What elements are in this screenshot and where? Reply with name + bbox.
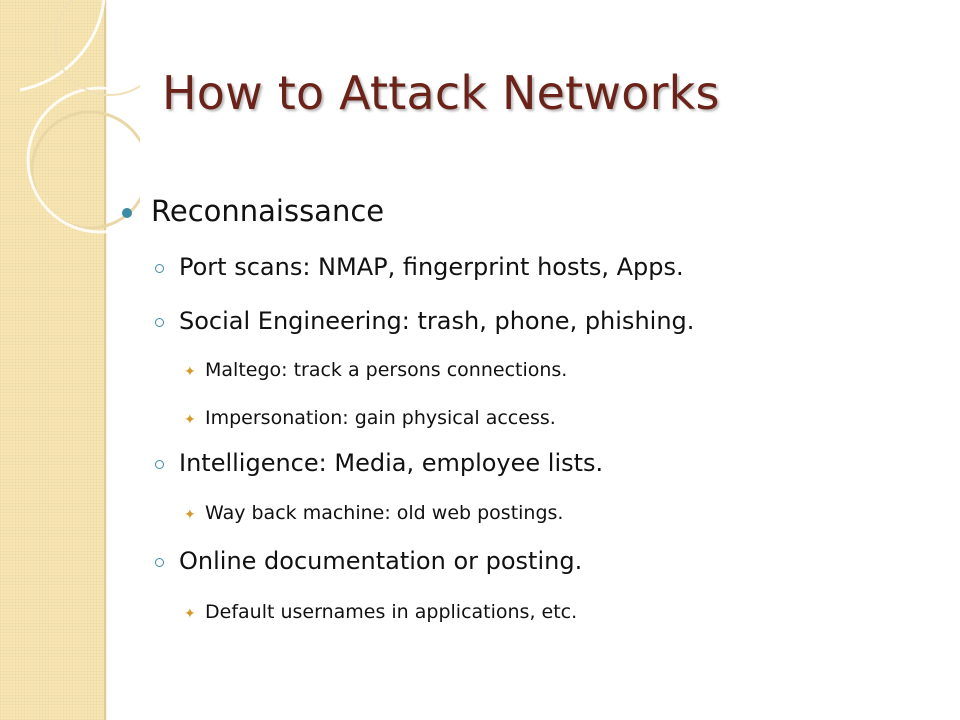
bullet-dot-icon: [122, 208, 132, 218]
bullet-item: Port scans: NMAP, fingerprint hosts, Apps.: [179, 253, 684, 281]
bullet-ring-icon: [155, 558, 164, 567]
bullet-ring-icon: [155, 460, 164, 469]
bullet-ring-icon: [155, 264, 164, 273]
bullet-item: Impersonation: gain physical access.: [205, 407, 556, 429]
star-bullet-icon: ✦: [184, 606, 196, 622]
bullet-item: Social Engineering: trash, phone, phishing.: [179, 307, 695, 335]
bullet-item: Default usernames in applications, etc.: [205, 601, 578, 623]
bullet-item: Online documentation or posting.: [179, 547, 583, 575]
bullet-item: Intelligence: Media, employee lists.: [179, 449, 604, 477]
bullet-item: Maltego: track a persons connections.: [205, 359, 568, 381]
bullet-ring-icon: [155, 318, 164, 327]
bullet-item: Reconnaissance: [151, 194, 385, 228]
bullet-item: Way back machine: old web postings.: [205, 502, 564, 524]
star-bullet-icon: ✦: [184, 364, 196, 380]
star-bullet-icon: ✦: [184, 412, 196, 428]
slide-title: How to Attack Networks: [162, 66, 720, 120]
star-bullet-icon: ✦: [184, 507, 196, 523]
